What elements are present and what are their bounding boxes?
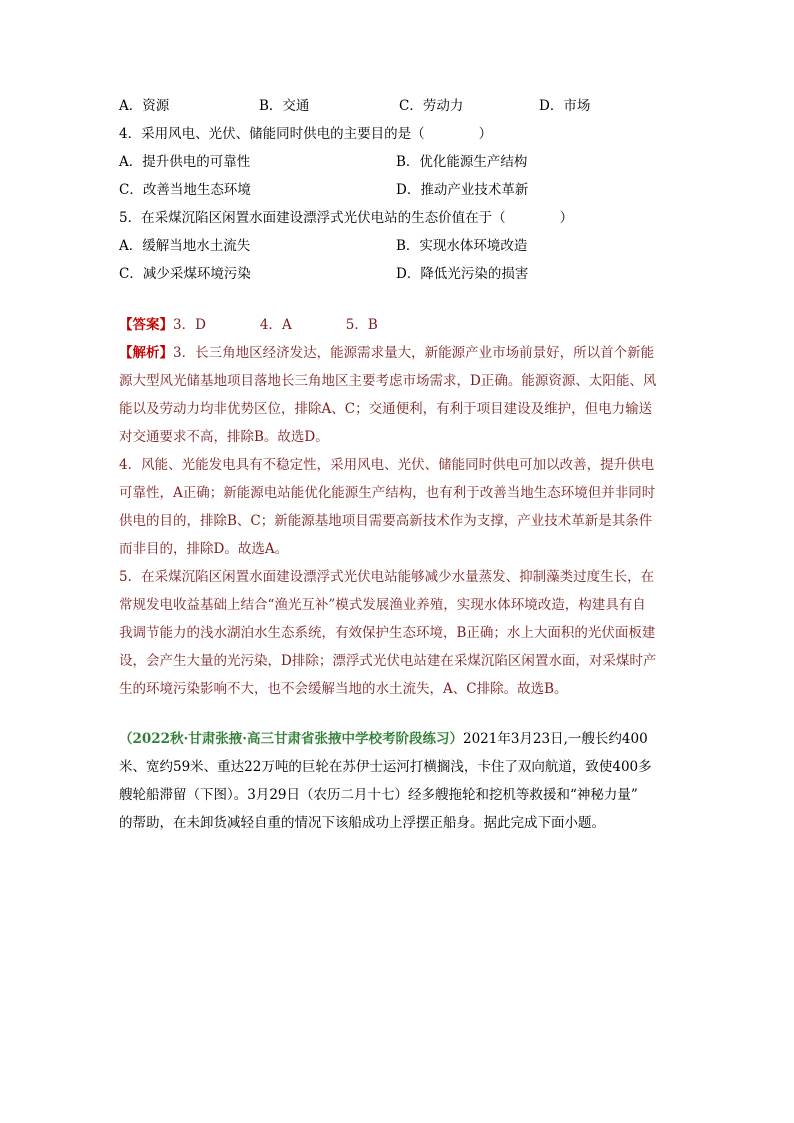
question-text-line: 艘轮船滞留（下图）。3月29日（农历二月十七）经多艘拖轮和挖机等救援和“神秘力量” <box>119 787 638 803</box>
option-b: B．交通 <box>259 98 310 114</box>
analysis-line: 设，会产生大量的光污染，D排除；漂浮式光伏电站建在采煤沉陷区闲置水面，对采煤时产 <box>119 653 657 669</box>
question-5-stem: 5．在采煤沉陷区闲置水面建设漂浮式光伏电站的生态价值在于（ ） <box>119 210 574 226</box>
analysis-tag: 【解析】 <box>119 345 173 361</box>
analysis-text: 3．长三角地区经济发达，能源需求量大，新能源产业市场前景好，所以首个新能 <box>173 345 655 361</box>
option-c: C．减少采煤环境污染 <box>119 266 251 282</box>
next-question-block <box>119 725 699 837</box>
option-d: D．降低光污染的损害 <box>396 266 529 282</box>
option-d: D．推动产业技术革新 <box>396 182 529 198</box>
analysis-line: 常规发电收益基础上结合“渔光互补”模式发展渔业养殖，实现水体环境改造，构建具有自 <box>119 597 646 613</box>
question-text: 2021年3月23日,一艘长约400 <box>462 731 648 747</box>
option-b: B．优化能源生产结构 <box>396 154 528 170</box>
question-4-options <box>119 148 699 204</box>
analysis-line: 生的环境污染影响不大，也不会缓解当地的水土流失，A、C排除。故选B。 <box>119 681 568 697</box>
analysis-line <box>119 339 699 367</box>
question-text-line: 的帮助，在未卸货减轻自重的情况下该船成功上浮摆正船身。据此完成下面小题。 <box>119 815 605 831</box>
option-a: A．资源 <box>119 98 170 114</box>
analysis-block <box>119 339 699 703</box>
next-question-first-line <box>119 725 699 753</box>
analysis-line: 4．风能、光能发电具有不稳定性，采用风电、光伏、储能同时供电可加以改善，提升供电 <box>119 457 655 473</box>
question-source: （2022秋·甘肃张掖·高三甘肃省张掖中学校考阶段练习） <box>119 731 463 747</box>
question-text-line: 米、宽约59米、重达22万吨的巨轮在苏伊士运河打横搁浅，卡住了双向航道，致使400多 <box>119 759 652 775</box>
analysis-line: 源大型风光储基地项目落地长三角地区主要考虑市场需求，D正确。能源资源、太阳能、风 <box>119 373 657 389</box>
analysis-line: 能以及劳动力均非优势区位，排除A、C；交通便利，有利于项目建设及维护，但电力输送 <box>119 401 653 417</box>
analysis-line: 供电的目的，排除B、C；新能源基地项目需要高新技术作为支撑，产业技术革新是其条件 <box>119 513 653 529</box>
question-4-stem: 4．采用风电、光伏、储能同时供电的主要目的是（ ） <box>119 126 493 142</box>
answer-tag: 【答案】 <box>119 317 173 333</box>
option-a: A．提升供电的可靠性 <box>119 154 251 170</box>
option-d: D．市场 <box>539 98 591 114</box>
analysis-line: 对交通要求不高，排除B。故选D。 <box>119 429 329 445</box>
option-c: C．改善当地生态环境 <box>119 182 251 198</box>
answer-line <box>119 311 699 339</box>
analysis-line: 5．在采煤沉陷区闲置水面建设漂浮式光伏电站能够减少水量蒸发、抑制藻类过度生长，在 <box>119 569 655 585</box>
analysis-line: 可靠性，A正确；新能源电站能优化能源生产结构，也有利于改善当地生态环境但并非同时 <box>119 485 656 501</box>
option-c: C．劳动力 <box>399 98 464 114</box>
analysis-line: 我调节能力的浅水湖泊水生态系统，有效保护生态环境，B正确；水上大面积的光伏面板建 <box>119 625 656 641</box>
option-a: A．缓解当地水土流失 <box>119 238 251 254</box>
question-3-options <box>119 92 699 120</box>
analysis-line: 而非目的，排除D。故选A。 <box>119 541 289 557</box>
document-page <box>119 92 699 837</box>
option-b: B．实现水体环境改造 <box>396 238 528 254</box>
answer-text: 3．D 4．A 5．B <box>173 317 378 333</box>
question-5-options <box>119 232 699 288</box>
